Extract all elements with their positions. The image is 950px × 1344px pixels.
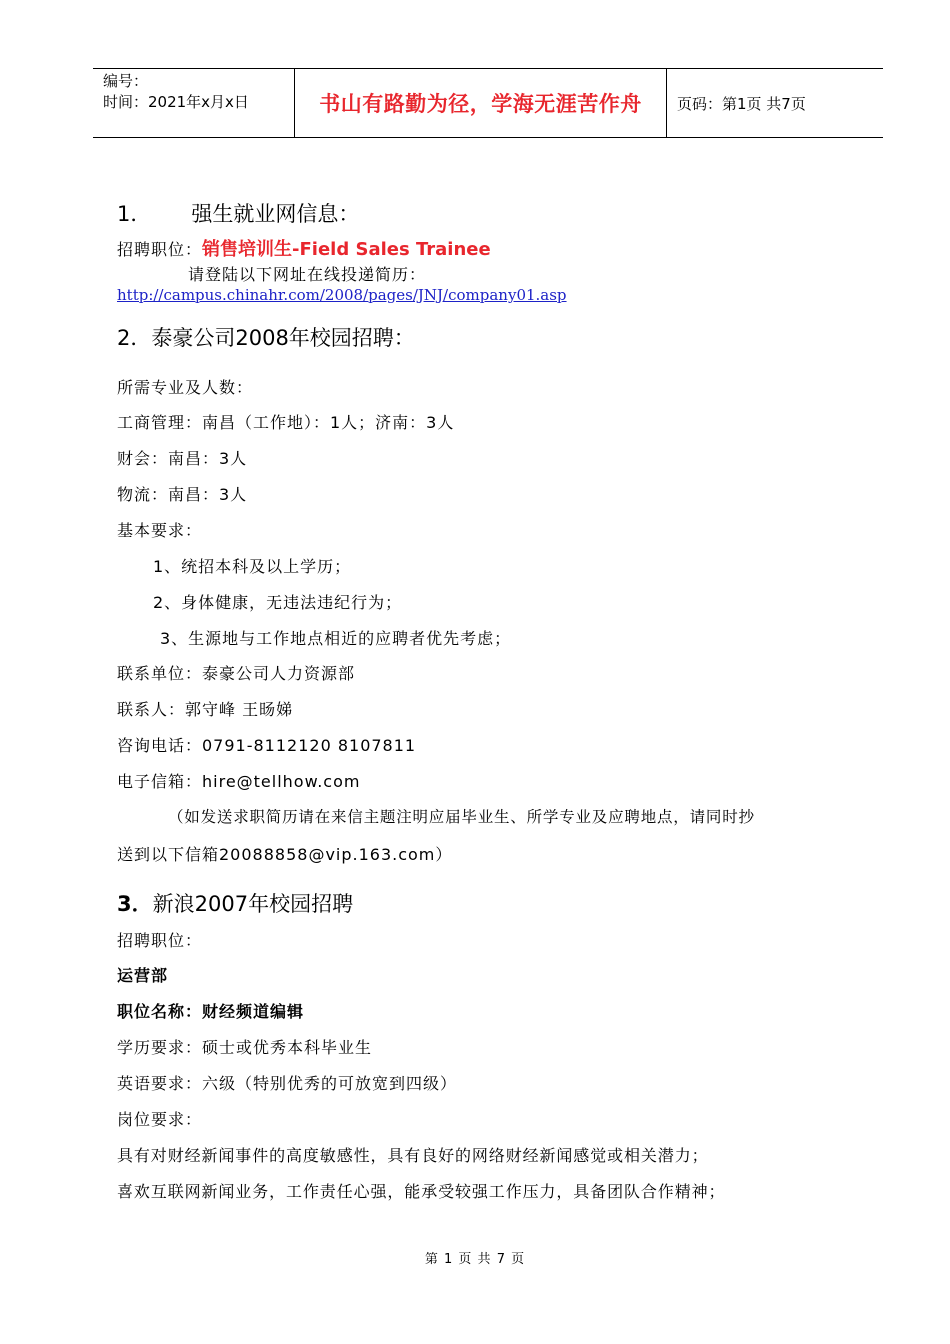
section-1-title: 强生就业网信息： (191, 202, 360, 226)
sec2-line: 送到以下信箱20088858@vip.163.com） (117, 845, 453, 864)
sec2-line: 1、统招本科及以上学历； (153, 557, 352, 576)
sec3-line: 学历要求：硕士或优秀本科毕业生 (117, 1038, 373, 1057)
position-label: 招聘职位： (117, 240, 203, 259)
section-1-number: 1． (117, 202, 152, 226)
sec2-line: 联系人：郭守峰 王旸娣 (117, 700, 294, 719)
header-meta (103, 71, 249, 113)
header-table (93, 68, 883, 138)
section-3-heading (117, 888, 353, 918)
header-page-info: 页码：第1页 共7页 (677, 94, 806, 113)
sec2-line: 所需专业及人数： (117, 378, 254, 397)
section-1-heading (117, 198, 359, 228)
document-time-label: 时间：2021年x月x日 (103, 93, 249, 111)
sec3-line: 职位名称：财经频道编辑 (117, 1002, 305, 1021)
sec3-line: 运营部 (117, 966, 169, 985)
sec2-line: （如发送求职简历请在来信主题注明应届毕业生、所学专业及应聘地点，请同时抄 (168, 808, 755, 826)
sec3-line: 英语要求：六级（特别优秀的可放宽到四级） (117, 1074, 458, 1093)
sec2-line: 3、生源地与工作地点相近的应聘者优先考虑； (160, 629, 512, 648)
apply-link[interactable]: http://campus.chinahr.com/2008/pages/JNJ/company01.asp (117, 286, 567, 304)
section-3-title: 新浪2007年校园招聘 (152, 892, 354, 916)
sec2-line: 咨询电话：0791-8112120 8107811 (117, 736, 417, 755)
section-3-number: 3． (117, 892, 153, 916)
position-line (117, 235, 491, 261)
position-value: 销售培训生-Field Sales Trainee (202, 239, 491, 260)
section-2-heading: 2．泰豪公司2008年校园招聘： (117, 326, 415, 350)
sec2-line: 财会：南昌：3人 (117, 449, 248, 468)
sec2-line: 基本要求： (117, 521, 203, 540)
apply-instruction: 请登陆以下网址在线投递简历： (188, 265, 427, 284)
sec2-line: 工商管理：南昌（工作地）：1人；济南：3人 (117, 413, 455, 432)
sec3-line: 喜欢互联网新闻业务，工作责任心强，能承受较强工作压力，具备团队合作精神； (117, 1182, 726, 1201)
page-footer: 第 1 页 共 7 页 (424, 1252, 526, 1267)
sec2-line: 物流：南昌：3人 (117, 485, 248, 504)
sec2-line: 2、身体健康，无违法违纪行为； (153, 593, 403, 612)
header-motto: 书山有路勤为径，学海无涯苦作舟 (319, 92, 642, 116)
sec3-line: 具有对财经新闻事件的高度敏感性，具有良好的网络财经新闻感觉或相关潜力； (117, 1146, 709, 1165)
sec3-line: 岗位要求： (117, 1110, 203, 1129)
sec3-line: 招聘职位： (117, 931, 203, 950)
document-number-label: 编号： (103, 72, 149, 90)
sec2-line: 联系单位：泰豪公司人力资源部 (117, 664, 356, 683)
header-divider (666, 69, 667, 137)
sec2-line: 电子信箱：hire@tellhow.com (117, 772, 361, 791)
